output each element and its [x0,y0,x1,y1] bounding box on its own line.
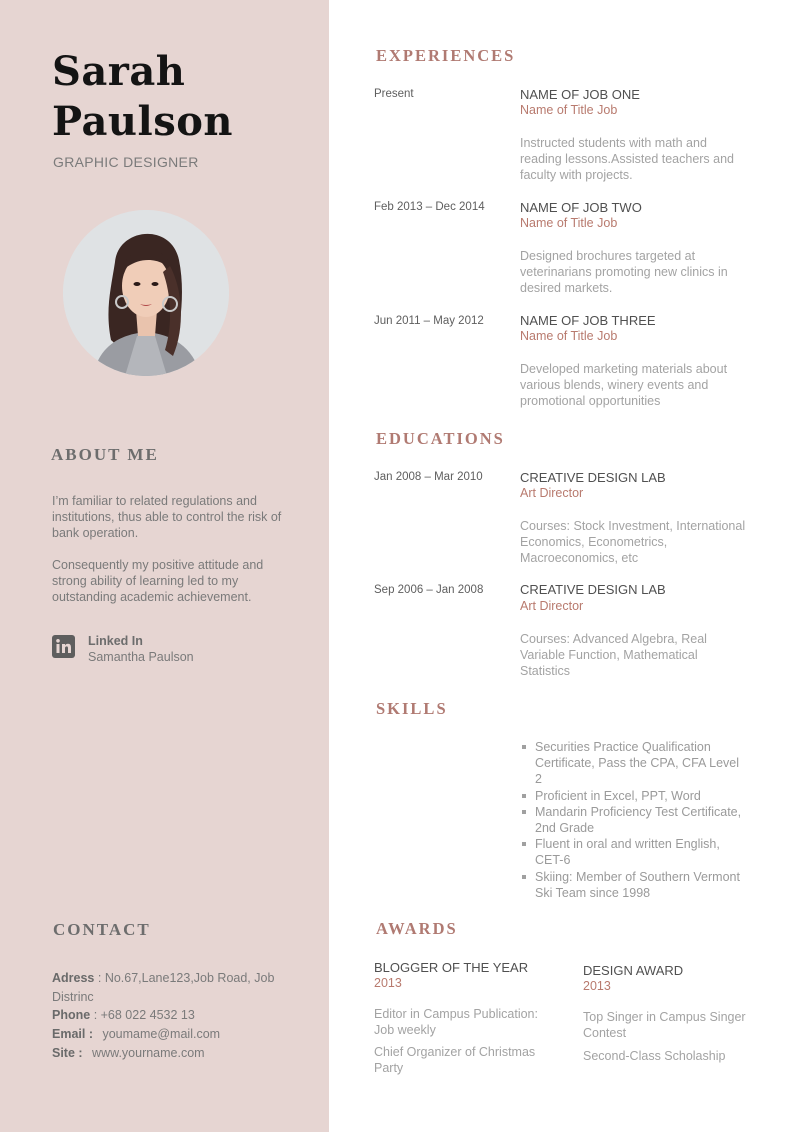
experiences-title: EXPERIENCES [376,46,516,65]
phone-value: : +68 022 4532 13 [93,1008,195,1022]
experience-date: Present [374,88,414,100]
award-line: Editor in Campus Publication: Job weekly [374,1007,538,1038]
education-subtitle: Art Director [520,599,584,613]
education-date: Sep 2006 – Jan 2008 [374,584,484,596]
contact-email [52,1025,292,1044]
award-title: BLOGGER OF THE YEAR [374,960,529,975]
education-description: Courses: Advanced Algebra, Real Variable Function, Mathematical Statistics [520,632,707,679]
experience-description: Designed brochures targeted at veterinarians promoting new clinics in desired markets. [520,249,728,296]
site-label: Site : [52,1046,83,1060]
skill-item: Proficient in Excel, PPT, Word [520,788,745,804]
site-value[interactable]: www.yourname.com [92,1046,205,1060]
address-value: : No.67,Lane123,Job Road, Job Distrinc [52,971,275,1004]
education-subtitle: Art Director [520,486,584,500]
experience-description: Developed marketing materials about various blends, winery events and promotional opportunities [520,362,728,409]
linkedin-value[interactable]: Samantha Paulson [88,650,194,664]
email-label: Email : [52,1027,93,1041]
contact-address [52,969,292,1007]
education-date: Jan 2008 – Mar 2010 [374,471,483,483]
profile-photo [63,210,229,376]
email-value[interactable]: youmame@mail.com [102,1027,221,1041]
about-paragraph-2: Consequently my positive attitude and strong ability of learning led to my outstanding academic achievement. [52,558,264,605]
experience-date: Feb 2013 – Dec 2014 [374,201,485,213]
contact-phone [52,1006,292,1025]
first-name: Sarah [52,48,186,95]
education-description: Courses: Stock Investment, International Economics, Econometrics, Macroeconomics, etc [520,519,746,566]
skills-list [520,739,745,901]
skill-item: Securities Practice Qualification Certificate, Pass the CPA, CFA Level 2 [520,739,745,788]
award-line: Top Singer in Campus Singer Contest [583,1010,746,1041]
experience-subtitle: Name of Title Job [520,216,618,230]
skill-item: Mandarin Proficiency Test Certificate, 2nd Grade [520,804,745,836]
contact-title: CONTACT [53,920,151,939]
portrait-illustration [63,210,229,376]
experience-description: Instructed students with math and reading lessons.Assisted teachers and faculty with projects. [520,136,735,183]
about-title: ABOUT ME [51,445,159,464]
experience-subtitle: Name of Title Job [520,329,618,343]
education-title: CREATIVE DESIGN LAB [520,470,666,485]
last-name: Paulson [52,98,233,145]
award-year: 2013 [374,976,402,990]
skill-item: Skiing: Member of Southern Vermont Ski Team since 1998 [520,869,745,901]
award-line: Second-Class Scholaship [583,1049,726,1063]
experience-title: NAME OF JOB ONE [520,87,640,102]
experience-subtitle: Name of Title Job [520,103,618,117]
award-line: Chief Organizer of Christmas Party [374,1045,536,1076]
award-year: 2013 [583,979,611,993]
address-label: Adress [52,971,95,985]
education-title: CREATIVE DESIGN LAB [520,582,666,597]
job-role: GRAPHIC DESIGNER [53,154,199,170]
skills-title: SKILLS [376,699,448,718]
about-paragraph-1: I’m familiar to related regulations and institutions, thus able to control the risk of bank operation. [52,494,282,541]
award-title: DESIGN AWARD [583,963,684,978]
experience-title: NAME OF JOB TWO [520,200,642,215]
contact-site [52,1044,292,1063]
skill-item: Fluent in oral and written English, CET-6 [520,836,745,868]
linkedin-icon[interactable] [52,635,75,658]
educations-title: EDUCATIONS [376,429,505,448]
experience-title: NAME OF JOB THREE [520,313,656,328]
phone-label: Phone [52,1008,91,1022]
awards-title: AWARDS [376,919,458,938]
linkedin-label: Linked In [88,634,143,648]
experience-date: Jun 2011 – May 2012 [374,315,484,327]
